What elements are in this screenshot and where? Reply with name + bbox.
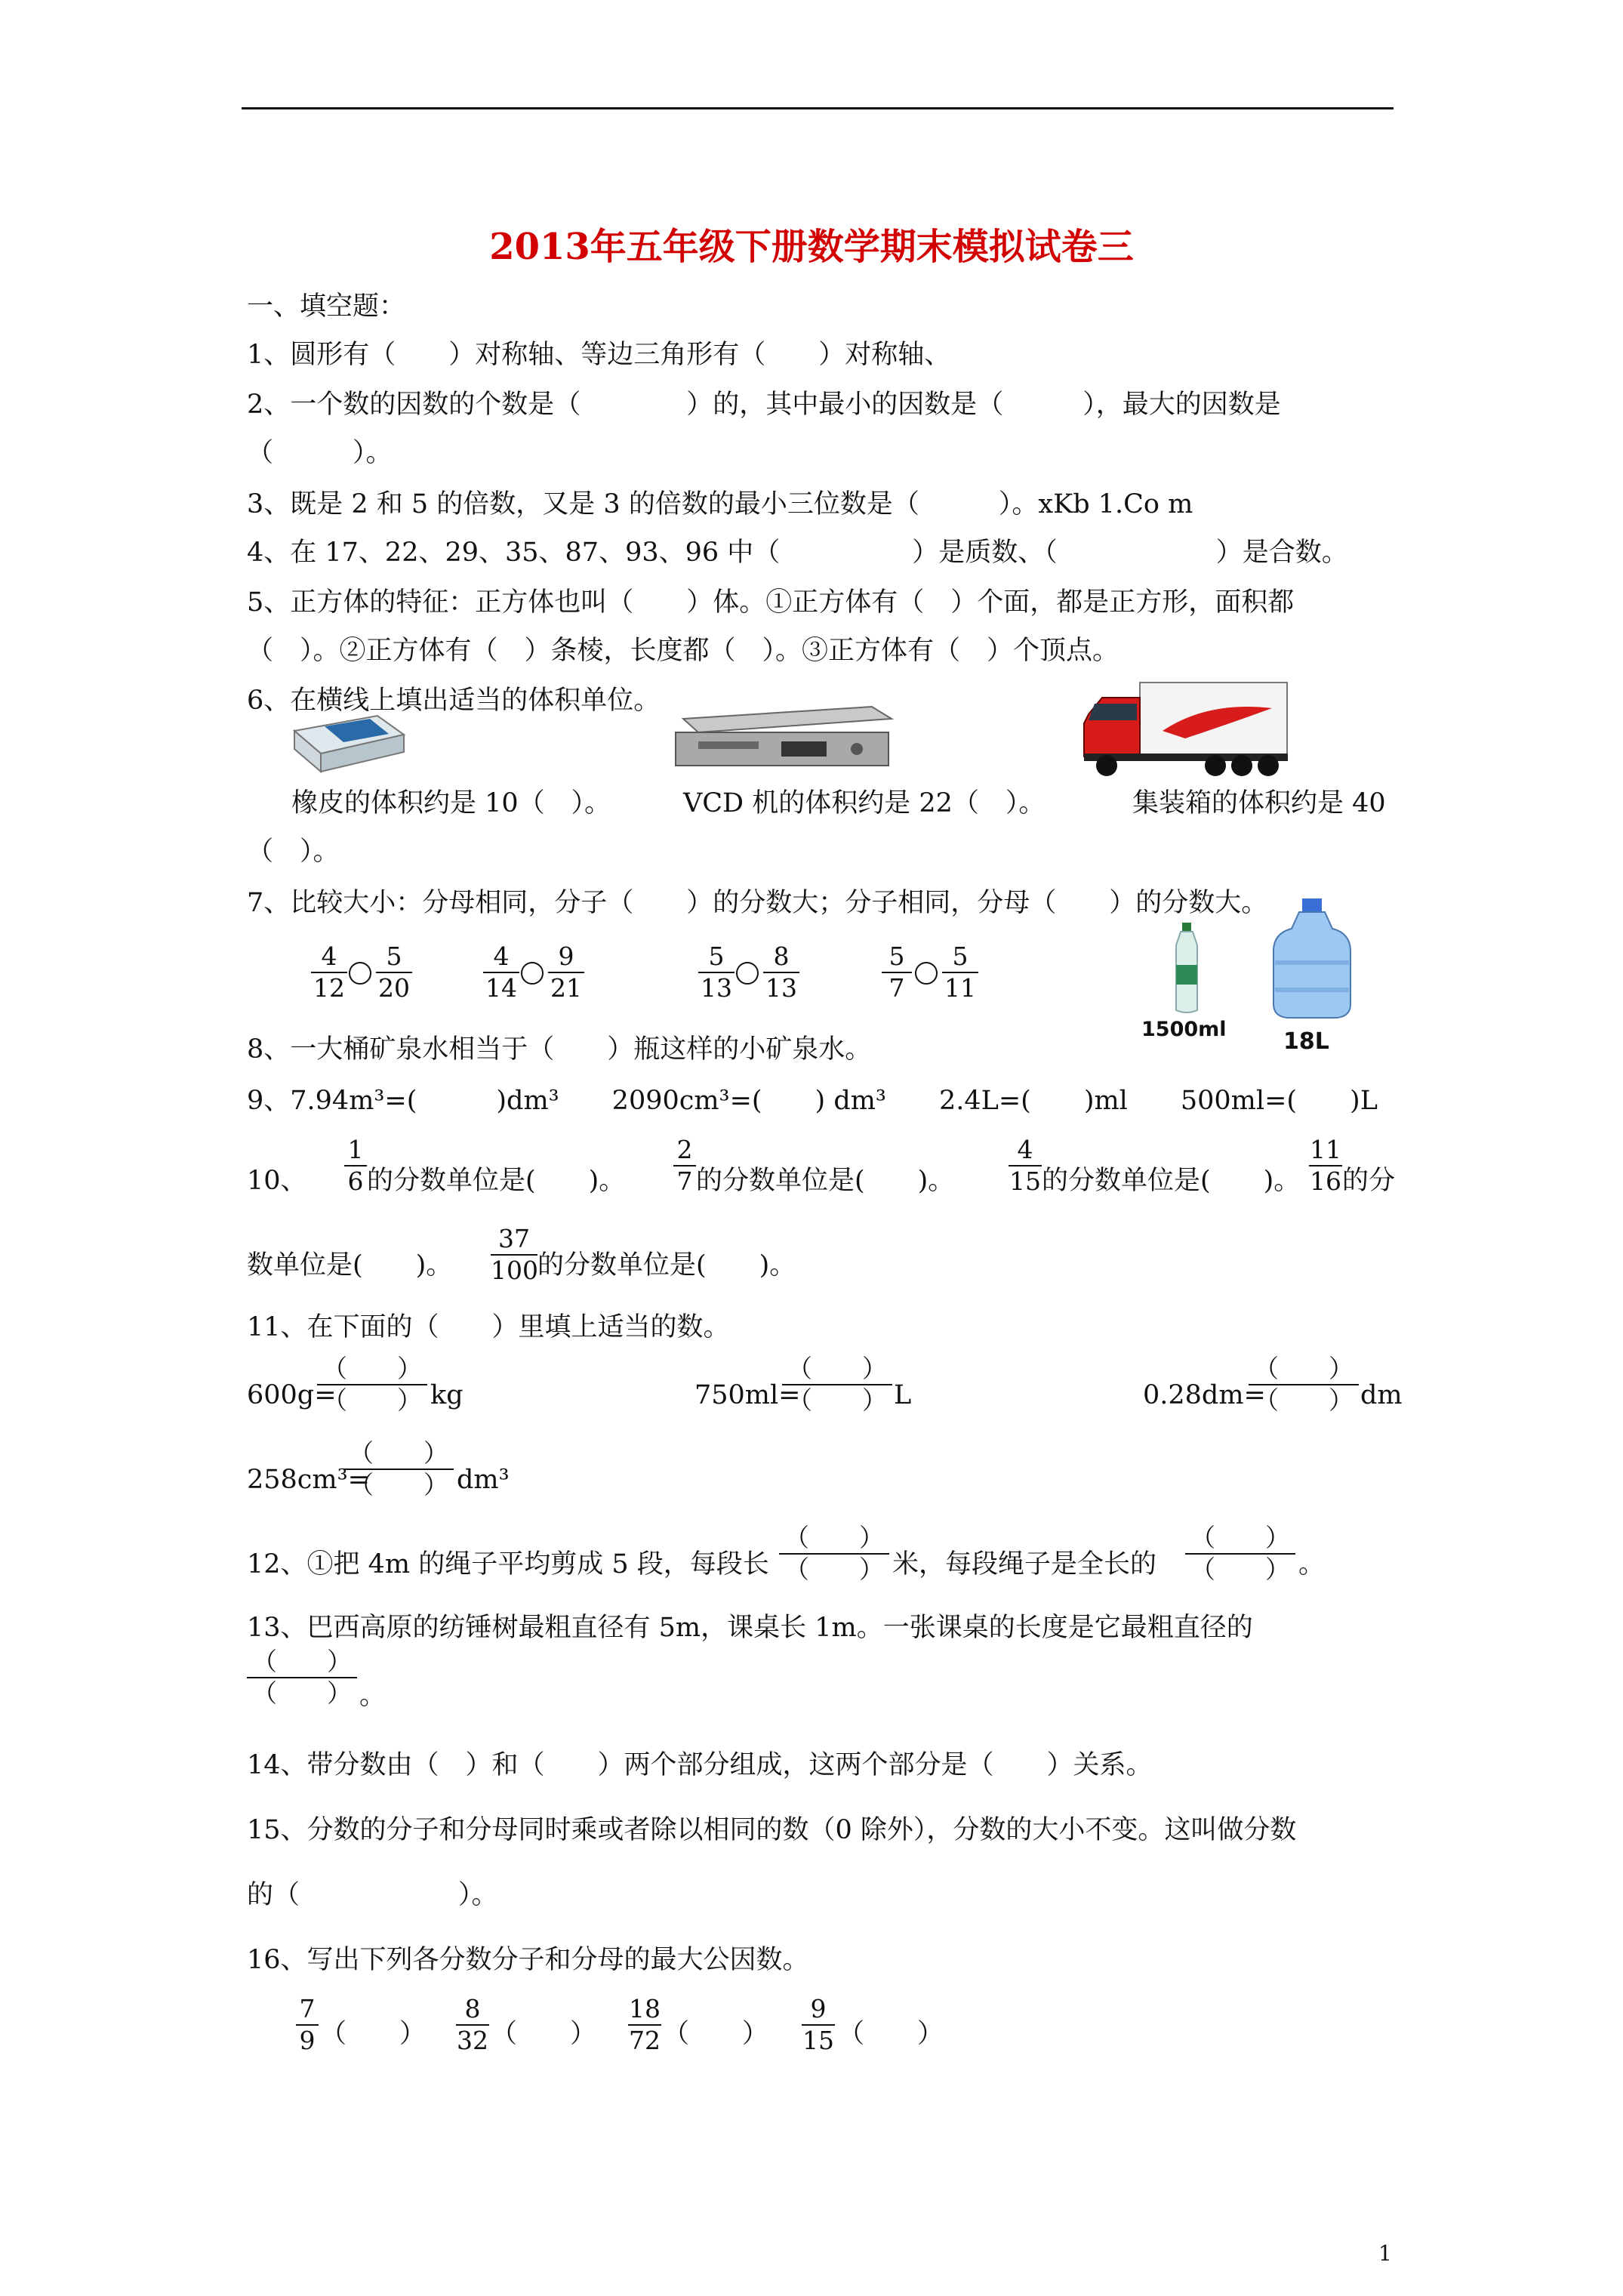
large-jug-label: 18L xyxy=(1283,1028,1329,1055)
fraction-blank: （ ） （ ） xyxy=(782,1356,892,1413)
conversion-label: 750ml= xyxy=(694,1380,801,1410)
conversion-label: 0.28dm= xyxy=(1143,1380,1266,1410)
fraction: 9 21 xyxy=(548,944,584,1001)
answer-blank: （ ） xyxy=(663,2019,769,2049)
question-11: 11、在下面的（ ）里填上适当的数。 xyxy=(247,1312,730,1342)
fraction: 11 16 xyxy=(1310,1135,1341,1196)
question-13: 13、巴西高原的纺锤树最粗直径有 5m，课桌长 1m。一张课桌的长度是它最粗直径的 xyxy=(247,1613,1253,1643)
fraction: 4 15 xyxy=(1009,1135,1041,1196)
small-bottle-label: 1500ml xyxy=(1141,1018,1227,1041)
compare-circle xyxy=(521,962,544,985)
conversion-unit: dm xyxy=(1360,1380,1403,1410)
fraction: 1 6 xyxy=(344,1137,367,1194)
question-6-cont: （ ）。 xyxy=(247,837,340,867)
question-7: 7、比较大小：分母相同，分子（ ）的分数大；分子相同，分母（ ）的分数大。 xyxy=(247,888,1268,918)
compare-circle xyxy=(736,962,759,985)
container-truck-image xyxy=(1079,678,1291,781)
fraction-blank: （ ） （ ） xyxy=(1249,1356,1359,1413)
question-3: 3、既是 2 和 5 的倍数，又是 3 的倍数的最小三位数是（ ）。xKb 1.Co m xyxy=(247,489,1193,519)
question-5: 5、正方体的特征：正方体也叫（ ）体。①正方体有（ ）个面，都是正方形，面积都 xyxy=(247,587,1295,618)
question-14: 14、带分数由（ ）和（ ）两个部分组成，这两个部分是（ ）关系。 xyxy=(247,1750,1153,1780)
question-9: 9、7.94m³=( )dm³ 2090cm³=( ) dm³ 2.4L=( )ml 500ml=( )L xyxy=(247,1086,1378,1116)
fraction: 18 72 xyxy=(629,1994,661,2055)
question-10-text: 的分数单位是( )。 xyxy=(537,1250,796,1281)
vcd-player-image xyxy=(668,702,895,772)
question-5-cont: （ ）。②正方体有（ ）条棱，长度都（ ）。③正方体有（ ）个顶点。 xyxy=(247,636,1119,666)
page-title: 2013年五年级下册数学期末模拟试卷三 xyxy=(489,226,1134,268)
conversion-unit: dm³ xyxy=(457,1465,510,1495)
fraction: 4 12 xyxy=(311,944,347,1001)
question-8: 8、一大桶矿泉水相当于（ ）瓶这样的小矿泉水。 xyxy=(247,1034,872,1065)
fraction-blank: （ ） （ ） xyxy=(317,1356,427,1413)
question-10-text: 的分数单位是( )。 xyxy=(696,1166,955,1196)
fraction: 5 13 xyxy=(698,944,735,1001)
page-number: 1 xyxy=(1378,2241,1392,2266)
fraction: 2 7 xyxy=(673,1137,696,1194)
question-2: 2、一个数的因数的个数是（ ）的，其中最小的因数是（ ），最大的因数是 xyxy=(247,390,1281,420)
eraser-image xyxy=(287,708,408,773)
small-bottle-image xyxy=(1170,923,1203,1015)
answer-blank: （ ） xyxy=(838,2019,944,2049)
fraction: 5 7 xyxy=(882,944,912,1001)
question-13-end: 。 xyxy=(359,1681,387,1711)
question-4: 4、在 17、22、29、35、87、93、96 中（ ）是质数、（ ）是合数。 xyxy=(247,538,1348,568)
fraction: 9 15 xyxy=(802,1994,834,2055)
large-water-jug-image xyxy=(1270,898,1354,1019)
question-1: 1、圆形有（ ）对称轴、等边三角形有（ ）对称轴、 xyxy=(247,340,951,370)
question-6: 6、在横线上填出适当的体积单位。 xyxy=(247,686,661,716)
conversion-unit: L xyxy=(894,1380,912,1410)
question-15: 15、分数的分子和分母同时乘或者除以相同的数（0 除外），分数的大小不变。这叫做分数 xyxy=(247,1815,1297,1845)
question-2-cont: （ ）。 xyxy=(247,438,393,468)
fraction: 5 11 xyxy=(942,944,978,1001)
question-6-container: 集装箱的体积约是 40 xyxy=(1132,788,1386,818)
question-10-cont: 数单位是( )。 xyxy=(247,1250,453,1281)
fraction-blank: （ ） （ ） xyxy=(343,1441,454,1498)
question-12-text: 米，每段绳子是全长的 xyxy=(892,1549,1157,1579)
answer-blank: （ ） xyxy=(320,2019,427,2049)
fraction: 8 32 xyxy=(457,1994,488,2055)
question-12: 12、①把 4m 的绳子平均剪成 5 段，每段长 xyxy=(247,1549,769,1579)
question-10-text: 的分数单位是( )。 xyxy=(1042,1166,1301,1196)
fraction-blank: （ ） （ ） xyxy=(1185,1525,1295,1583)
fraction: 7 9 xyxy=(296,1996,319,2054)
header-rule xyxy=(242,107,1394,109)
question-12-end: 。 xyxy=(1298,1549,1326,1579)
question-16: 16、写出下列各分数分子和分母的最大公因数。 xyxy=(247,1945,809,1975)
compare-circle xyxy=(349,962,371,985)
fraction-blank: （ ） （ ） xyxy=(247,1649,357,1706)
conversion-unit: kg xyxy=(430,1380,463,1410)
question-10-text: 的分 xyxy=(1342,1166,1396,1196)
question-6-eraser: 橡皮的体积约是 10（ ）。 xyxy=(291,788,611,818)
fraction-blank: （ ） （ ） xyxy=(779,1525,889,1583)
fraction: 5 20 xyxy=(376,944,412,1001)
section-heading: 一、填空题： xyxy=(247,291,406,322)
fraction: 8 13 xyxy=(763,944,799,1001)
question-15-cont: 的（ ）。 xyxy=(247,1880,498,1910)
fraction: 4 14 xyxy=(483,944,519,1001)
question-10-number: 10、 xyxy=(247,1166,307,1196)
conversion-label: 258cm³= xyxy=(247,1465,370,1495)
conversion-label: 600g= xyxy=(247,1380,337,1410)
question-6-vcd: VCD 机的体积约是 22（ ）。 xyxy=(683,788,1046,818)
compare-circle xyxy=(915,962,938,985)
question-10-text: 的分数单位是( )。 xyxy=(367,1166,626,1196)
fraction: 37 100 xyxy=(491,1224,538,1285)
answer-blank: （ ） xyxy=(491,2019,597,2049)
